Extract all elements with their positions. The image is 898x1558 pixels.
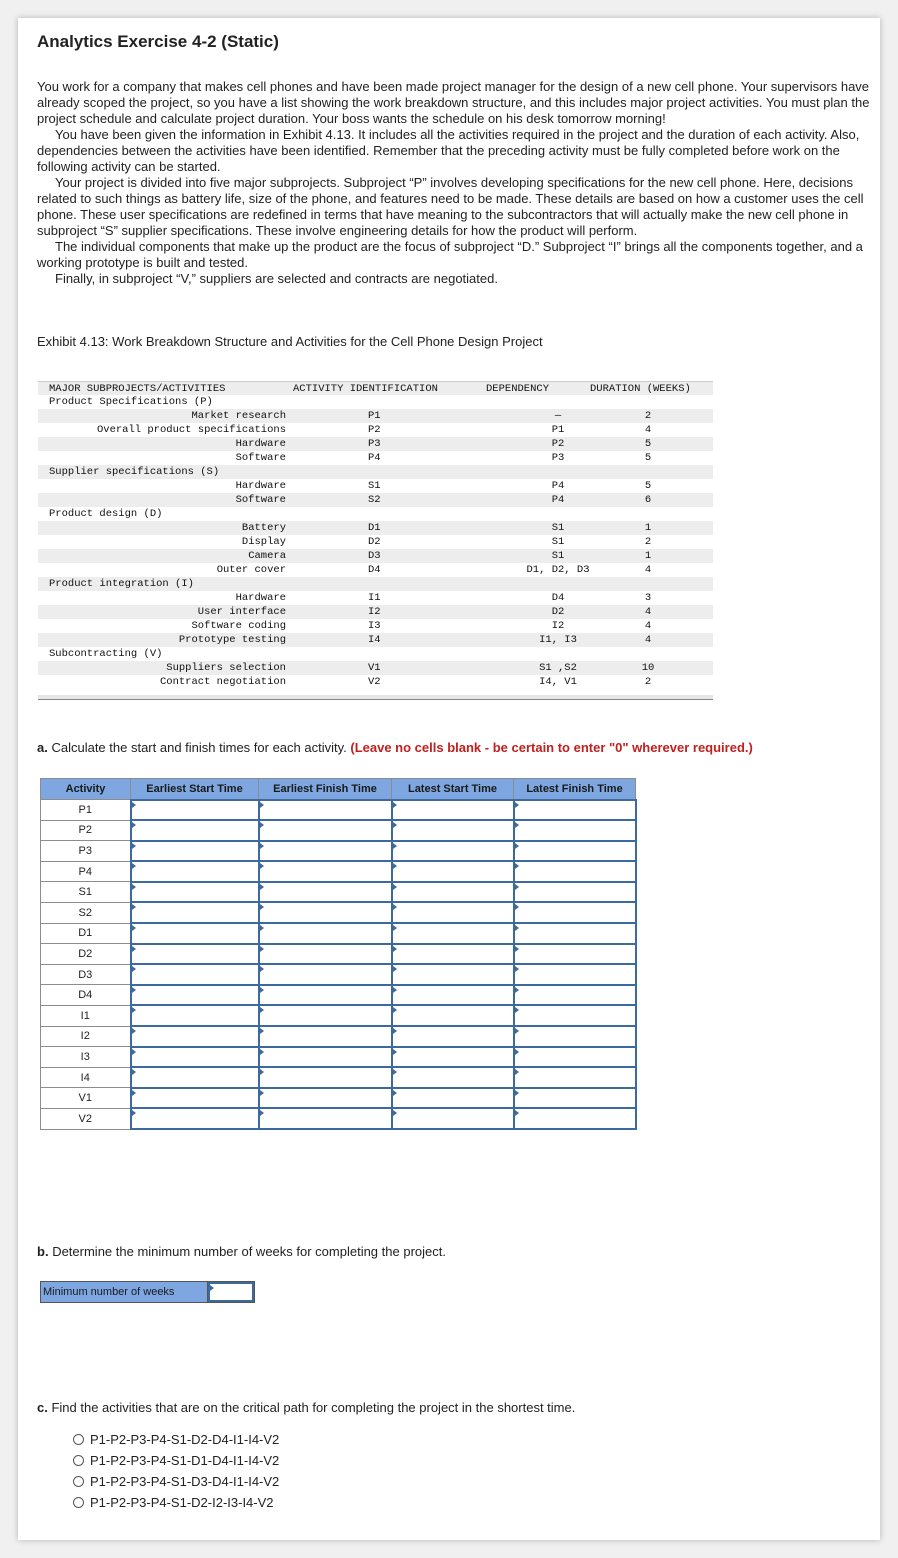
activity-cell: I2 [41, 1026, 131, 1047]
radio-button[interactable] [73, 1455, 84, 1466]
activity-duration: 5 [644, 480, 652, 492]
table-row [41, 1088, 636, 1109]
part-c-label: c. [37, 1400, 48, 1415]
latest-start-input[interactable] [392, 1067, 514, 1088]
activity-duration: 4 [644, 620, 652, 632]
min-weeks-input[interactable] [208, 1282, 254, 1302]
radio-button[interactable] [73, 1434, 84, 1445]
activity-cell: I4 [41, 1067, 131, 1088]
activity-cell: V1 [41, 1088, 131, 1109]
table-row [41, 882, 636, 903]
latest-finish-input[interactable] [514, 1026, 636, 1047]
activity-duration: 1 [644, 522, 652, 534]
earliest-start-input[interactable] [131, 1088, 259, 1109]
earliest-finish-input[interactable] [259, 1108, 392, 1129]
activity-id: D2 [368, 536, 381, 548]
page [18, 18, 880, 1540]
exhibit-activity-row [38, 451, 713, 465]
intro-paragraph: You work for a company that makes cell phones and have been made project manager for the design of a new cell phone. Your supervisors have already scoped the project, so you have a list showing the work breakdown structure, and this includes major project activities. You must plan the project schedule and calculate project duration. Your boss wants the schedule on his desk tomorrow morning! [37, 79, 870, 126]
earliest-finish-input[interactable] [259, 923, 392, 944]
latest-finish-input[interactable] [514, 820, 636, 841]
answer-table [40, 778, 637, 1130]
earliest-start-input[interactable] [131, 820, 259, 841]
group-name: Product integration (I) [49, 578, 194, 590]
activity-id: P3 [368, 438, 381, 450]
part-c-text: Find the activities that are on the critical path for completing the project in the shortest time. [51, 1400, 576, 1415]
latest-start-input[interactable] [392, 1088, 514, 1109]
earliest-start-input[interactable] [131, 1047, 259, 1068]
activity-dependency: P2 [551, 438, 565, 450]
earliest-start-input[interactable] [131, 800, 259, 821]
activity-name: Camera [248, 550, 286, 562]
activity-cell: I1 [41, 1005, 131, 1026]
activity-cell: D2 [41, 944, 131, 965]
earliest-finish-input[interactable] [259, 1088, 392, 1109]
group-name: Supplier specifications (S) [49, 466, 220, 478]
exhibit-activity-row [38, 591, 713, 605]
activity-id: I2 [368, 606, 381, 618]
activity-cell: D3 [41, 964, 131, 985]
latest-finish-input[interactable] [514, 882, 636, 903]
earliest-finish-input[interactable] [259, 861, 392, 882]
activity-cell: S2 [41, 902, 131, 923]
activity-name: Software coding [191, 620, 286, 632]
activity-duration: 5 [644, 438, 652, 450]
activity-name: Contract negotiation [159, 676, 286, 688]
activity-name: Hardware [235, 592, 286, 604]
activity-cell: P3 [41, 841, 131, 862]
earliest-start-input[interactable] [131, 861, 259, 882]
latest-finish-input[interactable] [514, 964, 636, 985]
activity-duration: 4 [644, 424, 652, 436]
intro-paragraph: The individual components that make up the product are the focus of subproject “D.” Subproject “I” brings all the components together, and a working prototype is built and tested. [37, 239, 863, 270]
activity-id: D4 [368, 564, 381, 576]
table-row [41, 841, 636, 862]
critical-path-options [73, 1429, 279, 1513]
earliest-finish-input[interactable] [259, 985, 392, 1006]
activity-id: P1 [368, 410, 381, 422]
latest-finish-input[interactable] [514, 861, 636, 882]
activity-dependency: I1, I3 [539, 634, 577, 646]
option-1[interactable] [73, 1429, 279, 1450]
earliest-finish-input[interactable] [259, 1026, 392, 1047]
activity-cell: V2 [41, 1108, 131, 1129]
earliest-finish-input[interactable] [259, 800, 392, 821]
header-activities: MAJOR SUBPROJECTS/ACTIVITIES [49, 383, 226, 395]
activity-dependency: I4, V1 [539, 676, 577, 688]
activity-id: P4 [368, 452, 381, 464]
activity-cell: D1 [41, 923, 131, 944]
exhibit-activity-row [38, 535, 713, 549]
activity-name: User interface [197, 606, 286, 618]
activity-cell: I3 [41, 1047, 131, 1068]
activity-dependency: S1 [551, 536, 565, 548]
earliest-start-input[interactable] [131, 841, 259, 862]
earliest-finish-input[interactable] [259, 944, 392, 965]
table-row [41, 985, 636, 1006]
exhibit-group-row [38, 465, 713, 479]
latest-finish-input[interactable] [514, 944, 636, 965]
intro-paragraph: You have been given the information in Exhibit 4.13. It includes all the activities required in the project and the duration of each activity. Also, dependencies between the activities have been identified. Remember that the preceding activity must be fully completed before work on the following activity can be started. [37, 127, 860, 174]
latest-finish-input[interactable] [514, 1088, 636, 1109]
exhibit-group-row [38, 395, 713, 409]
activity-name: Hardware [235, 438, 286, 450]
earliest-start-input[interactable] [131, 882, 259, 903]
activity-dependency: — [554, 410, 562, 422]
exhibit-activity-row [38, 521, 713, 535]
activity-dependency: D2 [551, 606, 565, 618]
exhibit-activity-row [38, 675, 713, 689]
table-row [41, 861, 636, 882]
exhibit-activity-row [38, 633, 713, 647]
earliest-finish-input[interactable] [259, 902, 392, 923]
activity-duration: 4 [644, 634, 652, 646]
activity-dependency: S1 [551, 550, 565, 562]
latest-start-input[interactable] [392, 964, 514, 985]
latest-start-input[interactable] [392, 861, 514, 882]
activity-duration: 5 [644, 452, 652, 464]
option-label: P1-P2-P3-P4-S1-D3-D4-I1-I4-V2 [90, 1474, 280, 1489]
activity-cell: P4 [41, 861, 131, 882]
part-b-question [37, 1244, 446, 1259]
part-a-text: Calculate the start and finish times for each activity. [51, 740, 347, 755]
exhibit-caption: Exhibit 4.13: Work Breakdown Structure and Activities for the Cell Phone Design Project [37, 334, 543, 349]
earliest-start-input[interactable] [131, 923, 259, 944]
latest-start-input[interactable] [392, 1047, 514, 1068]
exhibit-group-row [38, 577, 713, 591]
activity-name: Battery [241, 522, 286, 534]
latest-finish-input[interactable] [514, 923, 636, 944]
option-label: P1-P2-P3-P4-S1-D2-D4-I1-I4-V2 [90, 1432, 280, 1447]
activity-dependency: I2 [551, 620, 565, 632]
exhibit-activity-row [38, 661, 713, 675]
activity-dependency: P3 [551, 452, 565, 464]
latest-finish-input[interactable] [514, 800, 636, 821]
earliest-finish-input[interactable] [259, 1067, 392, 1088]
col-latest-finish: Latest Finish Time [514, 779, 636, 800]
option-2[interactable] [73, 1450, 279, 1471]
latest-finish-input[interactable] [514, 1005, 636, 1026]
activity-dependency: P4 [551, 480, 565, 492]
exhibit-table-bottom [38, 695, 713, 700]
activity-name: Prototype testing [178, 634, 286, 646]
activity-dependency: D4 [551, 592, 565, 604]
radio-button[interactable] [73, 1476, 84, 1487]
activity-duration: 2 [644, 536, 652, 548]
group-name: Product Specifications (P) [49, 396, 213, 408]
activity-dependency: P4 [551, 494, 565, 506]
exhibit-activity-row [38, 605, 713, 619]
min-weeks-label: Minimum number of weeks [41, 1282, 208, 1302]
activity-id: V1 [368, 662, 381, 674]
header-dependency: DEPENDENCY [486, 383, 550, 395]
activity-name: Outer cover [216, 564, 286, 576]
earliest-start-input[interactable] [131, 1026, 259, 1047]
exhibit-activity-row [38, 409, 713, 423]
earliest-start-input[interactable] [131, 985, 259, 1006]
part-a-question [37, 740, 753, 755]
min-weeks-field [40, 1281, 255, 1303]
earliest-start-input[interactable] [131, 902, 259, 923]
earliest-finish-input[interactable] [259, 841, 392, 862]
latest-finish-input[interactable] [514, 1047, 636, 1068]
activity-id: I3 [368, 620, 381, 632]
activity-dependency: S1 [551, 522, 565, 534]
earliest-start-input[interactable] [131, 964, 259, 985]
activity-dependency: P1 [551, 424, 565, 436]
earliest-finish-input[interactable] [259, 1005, 392, 1026]
exhibit-table [38, 381, 713, 689]
activity-name: Overall product specifications [96, 424, 286, 436]
activity-id: I1 [368, 592, 381, 604]
part-c-question [37, 1400, 575, 1415]
intro-text [37, 79, 875, 287]
col-activity: Activity [41, 779, 131, 800]
exhibit-activity-row [38, 619, 713, 633]
earliest-start-input[interactable] [131, 944, 259, 965]
activity-name: Software [235, 452, 286, 464]
exhibit-activity-row [38, 563, 713, 577]
activity-duration: 10 [641, 662, 655, 674]
part-b-text: Determine the minimum number of weeks for completing the project. [52, 1244, 446, 1259]
activity-name: Software [235, 494, 286, 506]
group-name: Product design (D) [49, 508, 163, 520]
earliest-finish-input[interactable] [259, 964, 392, 985]
activity-duration: 4 [644, 606, 652, 618]
activity-id: S1 [368, 480, 381, 492]
latest-start-input[interactable] [392, 923, 514, 944]
activity-name: Suppliers selection [166, 662, 286, 674]
answer-header-row [41, 779, 636, 800]
activity-duration: 2 [644, 410, 652, 422]
activity-cell: D4 [41, 985, 131, 1006]
latest-start-input[interactable] [392, 800, 514, 821]
exhibit-activity-row [38, 437, 713, 451]
latest-start-input[interactable] [392, 1005, 514, 1026]
activity-cell: P1 [41, 800, 131, 821]
table-row [41, 1026, 636, 1047]
part-a-warning: (Leave no cells blank - be certain to enter "0" wherever required.) [350, 740, 753, 755]
exercise-title: Analytics Exercise 4-2 (Static) [37, 32, 279, 51]
activity-id: D3 [368, 550, 381, 562]
option-4[interactable] [73, 1492, 279, 1513]
earliest-start-input[interactable] [131, 1067, 259, 1088]
header-duration: DURATION (WEEKS) [590, 383, 691, 395]
activity-cell: P2 [41, 820, 131, 841]
latest-finish-input[interactable] [514, 1067, 636, 1088]
activity-dependency: S1 ,S2 [539, 662, 577, 674]
table-row [41, 902, 636, 923]
earliest-finish-input[interactable] [259, 1047, 392, 1068]
table-row [41, 800, 636, 821]
latest-finish-input[interactable] [514, 1108, 636, 1129]
activity-id: P2 [368, 424, 381, 436]
activity-duration: 4 [644, 564, 652, 576]
earliest-start-input[interactable] [131, 1005, 259, 1026]
latest-start-input[interactable] [392, 985, 514, 1006]
table-row [41, 1005, 636, 1026]
exhibit-group-row [38, 507, 713, 521]
intro-paragraph: Finally, in subproject “V,” suppliers are selected and contracts are negotiated. [55, 271, 498, 286]
option-label: P1-P2-P3-P4-S1-D2-I2-I3-I4-V2 [90, 1495, 274, 1510]
activity-id: V2 [368, 676, 381, 688]
table-row [41, 1067, 636, 1088]
exhibit-activity-row [38, 479, 713, 493]
exhibit-activity-row [38, 423, 713, 437]
latest-finish-input[interactable] [514, 902, 636, 923]
option-3[interactable] [73, 1471, 279, 1492]
earliest-finish-input[interactable] [259, 820, 392, 841]
table-row [41, 964, 636, 985]
exhibit-activity-row [38, 493, 713, 507]
radio-button[interactable] [73, 1497, 84, 1508]
table-row [41, 1108, 636, 1129]
activity-id: D1 [368, 522, 381, 534]
activity-name: Display [241, 536, 286, 548]
latest-start-input[interactable] [392, 1108, 514, 1129]
activity-cell: S1 [41, 882, 131, 903]
table-row [41, 923, 636, 944]
latest-start-input[interactable] [392, 944, 514, 965]
activity-dependency: D1, D2, D3 [526, 564, 590, 576]
latest-start-input[interactable] [392, 1026, 514, 1047]
latest-start-input[interactable] [392, 902, 514, 923]
exhibit-activity-row [38, 549, 713, 563]
activity-duration: 3 [644, 592, 652, 604]
table-row [41, 944, 636, 965]
activity-duration: 6 [644, 494, 652, 506]
latest-start-input[interactable] [392, 841, 514, 862]
activity-id: S2 [368, 494, 381, 506]
activity-id: I4 [368, 634, 381, 646]
col-earliest-finish: Earliest Finish Time [259, 779, 392, 800]
latest-finish-input[interactable] [514, 841, 636, 862]
col-earliest-start: Earliest Start Time [131, 779, 259, 800]
col-latest-start: Latest Start Time [392, 779, 514, 800]
activity-duration: 2 [644, 676, 652, 688]
intro-paragraph: Your project is divided into five major subprojects. Subproject “P” involves developing specifications for the new cell phone. Here, decisions related to such things as battery life, size of the phone, and features need to be made. These details are based on how a customer uses the cell phone. These user specifications are redefined in terms that have meaning to the subcontractors that will actually make the new cell phone in subproject “S” supplier specifications. These involve engineering details for how the product will perform. [37, 175, 864, 238]
header-id: ACTIVITY IDENTIFICATION [293, 383, 438, 395]
table-row [41, 820, 636, 841]
latest-finish-input[interactable] [514, 985, 636, 1006]
part-b-label: b. [37, 1244, 49, 1259]
latest-start-input[interactable] [392, 820, 514, 841]
earliest-finish-input[interactable] [259, 882, 392, 903]
earliest-start-input[interactable] [131, 1108, 259, 1129]
exhibit-header-row [38, 381, 713, 395]
latest-start-input[interactable] [392, 882, 514, 903]
part-a-label: a. [37, 740, 48, 755]
activity-name: Hardware [235, 480, 286, 492]
table-row [41, 1047, 636, 1068]
group-name: Subcontracting (V) [49, 648, 163, 660]
option-label: P1-P2-P3-P4-S1-D1-D4-I1-I4-V2 [90, 1453, 280, 1468]
activity-name: Market research [191, 410, 286, 422]
activity-duration: 1 [644, 550, 652, 562]
exhibit-group-row [38, 647, 713, 661]
